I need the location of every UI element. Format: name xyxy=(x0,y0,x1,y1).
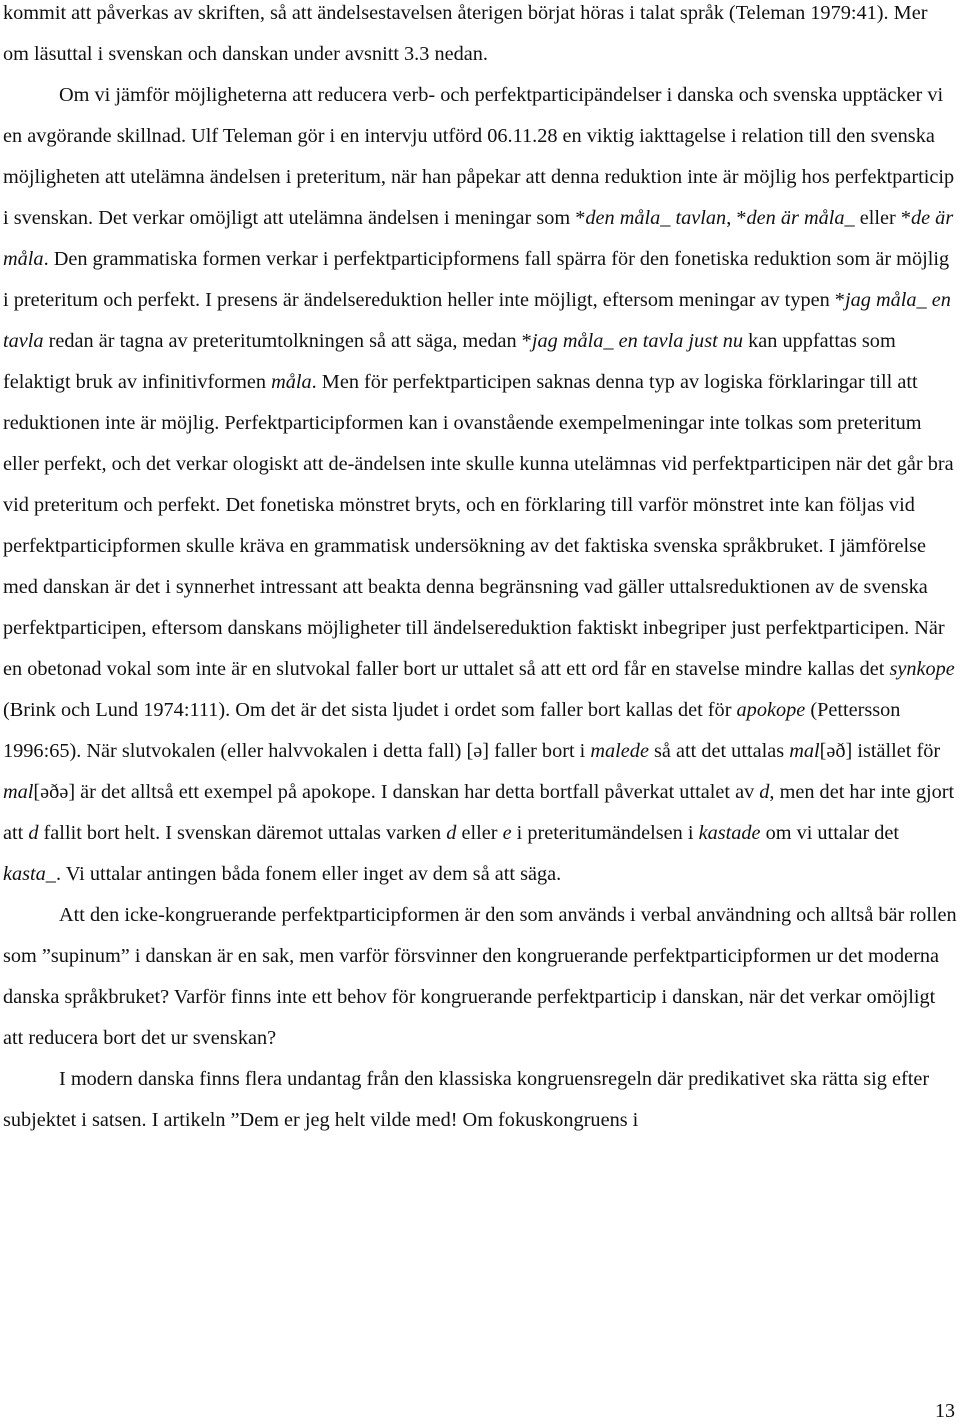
text-run: kan uppfattas som felaktigt bruk av infinitivformen xyxy=(3,330,896,393)
text-run: [əð] istället för xyxy=(819,740,941,762)
text-run: [əðə] är det alltså ett exempel på apokope. I danskan har detta bortfall påverkat uttalet av xyxy=(33,781,760,803)
text-run: (Brink och Lund 1974:111). Om det är det sista ljudet i ordet som faller bort kallas det för xyxy=(3,699,737,721)
text-run: så att det uttalas xyxy=(648,740,790,762)
text-run: I modern danska finns flera undantag från den klassiska kongruensregeln där predikativet ska rätta sig efter subjektet i satsen. I artikeln ”Dem er jeg helt vilde med! Om fokuskongruens i xyxy=(3,1068,930,1131)
italic-text: jag måla_ en tavla just nu xyxy=(531,330,744,352)
text-run: eller xyxy=(456,822,503,844)
italic-text: d xyxy=(446,822,457,844)
italic-text: d xyxy=(759,781,770,803)
text-run: i preteritumändelsen i xyxy=(511,822,699,844)
paragraph xyxy=(3,1059,958,1141)
italic-text: malede xyxy=(590,740,649,762)
italic-text: den måla_ tavlan xyxy=(585,207,727,229)
text-run: Om vi jämför möjligheterna att reducera verb- och perfektparticipändelser i danska och svenska upptäcker vi en avgörande skillnad. Ulf Teleman gör i en intervju utförd 06.11.28 en viktig iakttagelse i relation till den svenska möjligheten att utelämna ändelsen i preteritum, när han påpekar att denna reduktion inte är möjlig hos perfektparticip i svenskan. Det verkar omöjligt att utelämna ändelsen i meningar som * xyxy=(3,84,955,229)
page-number: 13 xyxy=(935,1400,955,1422)
text-run: Att den icke-kongruerande perfektparticipformen är den som används i verbal användning och alltså bär rollen som ”supinum” i danskan är en sak, men varför försvinner den kongruerande perfektparticipformen ur det moderna danska språkbruket? Varför finns inte ett behov för kongruerande perfektparticip i danskan, när det verkar omöjligt att reducera bort det ur svenskan? xyxy=(3,904,957,1049)
text-run: kommit att påverkas av skriften, så att ändelsestavelsen återigen börjat höras i talat språk (Teleman 1979:41). Mer om läsuttal i svenskan och danskan under avsnitt 3.3 nedan. xyxy=(3,2,928,65)
italic-text: apokope xyxy=(736,699,806,721)
text-run: . Vi uttalar antingen båda fonem eller inget av dem så att säga. xyxy=(55,863,562,885)
italic-text: synkope xyxy=(889,658,955,680)
italic-text: mal xyxy=(3,781,34,803)
body-text xyxy=(3,0,958,1141)
text-run: om vi uttalar det xyxy=(760,822,900,844)
text-run: (Pettersson 1996:65). När slutvokalen (eller halvvokalen i detta fall) [ə] faller bort i xyxy=(3,699,901,762)
italic-text: den är måla_ xyxy=(746,207,855,229)
italic-text: jag måla_ en tavla xyxy=(3,289,951,352)
text-run: eller * xyxy=(854,207,911,229)
document-page xyxy=(3,0,958,1141)
text-run: . Den grammatiska formen verkar i perfektparticipformens fall spärra för den fonetiska reduktion som är möjlig i preteritum och perfekt. I presens är ändelsereduktion heller inte möjligt, eftersom meningar av typen * xyxy=(3,248,950,311)
paragraph xyxy=(3,895,958,1059)
paragraph xyxy=(3,75,958,895)
italic-text: kasta_ xyxy=(3,863,56,885)
text-run: fallit bort helt. I svenskan däremot uttalas varken xyxy=(38,822,447,844)
text-run: . Men för perfektparticipen saknas denna typ av logiska förklaringar till att reduktionen inte är möjlig. Perfektparticipformen kan i ovanstående exempelmeningar inte tolkas som preteritum eller perfekt, och det verkar ologiskt att de-ändelsen inte skulle kunna utelämnas vid perfektparticipen när det går bra vid preteritum och perfekt. Det fonetiska mönstret bryts, och en förklaring till varför mönstret inte kan följas vid perfektparticipformen skulle kräva en grammatisk undersökning av det faktiska svenska språkbruket. I jämförelse med danskan är det i synnerhet intressant att beakta denna begränsning vad gäller uttalsreduktionen av de svenska perfektparticipen, eftersom danskans möjligheter till ändelsereduktion faktiskt inbegriper just perfektparticipen. När en obetonad vokal som inte är en slutvokal faller bort ur uttalet så att ett ord får en stavelse mindre kallas det xyxy=(3,371,954,680)
text-run: , * xyxy=(726,207,747,229)
italic-text: måla xyxy=(271,371,312,393)
italic-text: de är måla xyxy=(3,207,954,270)
italic-text: kastade xyxy=(698,822,761,844)
italic-text: mal xyxy=(789,740,820,762)
text-run: redan är tagna av preteritumtolkningen så att säga, medan * xyxy=(43,330,532,352)
text-run: , men det har inte gjort att xyxy=(3,781,955,844)
italic-text: d xyxy=(28,822,39,844)
italic-text: e xyxy=(502,822,512,844)
paragraph xyxy=(3,0,958,75)
